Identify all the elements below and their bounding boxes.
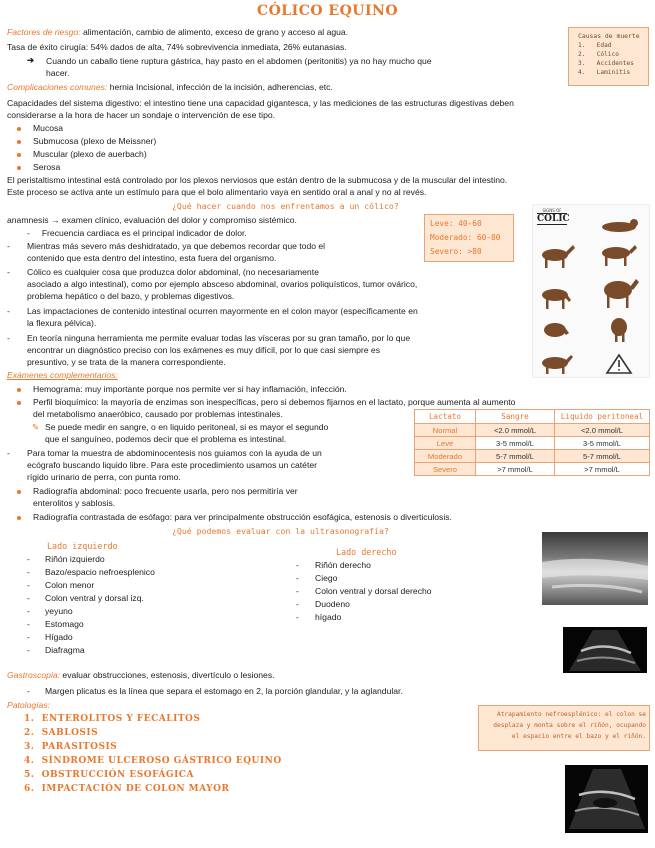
- lado-izq-item: Hígado: [45, 632, 73, 642]
- table-cell: Normal: [415, 424, 476, 437]
- colic-signs-illustration: [532, 204, 650, 378]
- lado-izq-item: Riñón izquierdo: [45, 554, 105, 564]
- section-question: ¿Qué hacer cuando nos enfrentamos a un cólico?: [172, 201, 399, 211]
- table-cell: 5-7 mmol/L: [476, 450, 555, 463]
- dolor-item: Severo: >80: [430, 247, 482, 256]
- atrapamiento-line: desplaza y monta sobre el riñón, ocupando: [493, 722, 646, 729]
- table-row: [415, 437, 650, 450]
- table-row: [415, 450, 650, 463]
- dolor-item: Moderado: 60-80: [430, 233, 501, 242]
- section-question: ¿Qué podemos evaluar con la ultrasonografía?: [172, 526, 389, 536]
- lactato-note-marker: ✎: [32, 422, 40, 432]
- lado-izq-item: Diafragma: [45, 645, 85, 655]
- list-dash: -: [27, 567, 30, 577]
- gastroscopia-label: Gastroscopia:: [7, 670, 61, 680]
- causas-item: 3. Accidentes: [578, 60, 634, 67]
- muestra-line: rígido urinario de perra, con punta romo.: [27, 472, 181, 482]
- muestra-line: Para tomar la muestra de abdominocentesis nos guiamos con la ayuda de un: [27, 448, 322, 458]
- complicaciones-text: hernia Incisional, infección de la incisión, adherencias, etc.: [107, 82, 333, 92]
- tasa-line: Tasa de éxito cirugía: 54% dados de alta, 74% sobrevivencia inmediata, 26% eutanasias.: [7, 42, 347, 52]
- lado-der-item: Colon ventral y dorsal derecho: [315, 586, 432, 596]
- list-dash: -: [27, 619, 30, 629]
- dolor-item: Leve: 40-60: [430, 219, 482, 228]
- bullet: [17, 166, 21, 170]
- lado-der-item: Riñón derecho: [315, 560, 371, 570]
- lado-izq-item: Colon ventral y dorsal izq.: [45, 593, 144, 603]
- dash-para-line: encontrar un diagnóstico preciso con los exámenes es muy difícil, por lo que casi siempre es: [27, 345, 380, 355]
- radiografia-line: enterolitos y sablosis.: [33, 498, 116, 508]
- dash-para: -: [7, 333, 10, 343]
- gastroscopia-line: [7, 670, 275, 682]
- bullet: [17, 153, 21, 157]
- ultrasound-image-2: [565, 765, 648, 833]
- table-cell: <2.0 mmol/L: [476, 424, 555, 437]
- table-cell: Severo: [415, 463, 476, 476]
- list-dash: -: [27, 645, 30, 655]
- list-dash: -: [296, 599, 299, 609]
- table-header: Liquido peritoneal: [555, 410, 650, 424]
- patologia-item: 6. IMPACTACIÓN DE COLON MAYOR: [24, 784, 230, 794]
- ultrasound-shapes: [565, 765, 648, 833]
- complicaciones-label: Complicaciones comunes:: [7, 82, 108, 92]
- atrapamiento-line: el espacio entre el bazo y el riñón.: [511, 733, 646, 740]
- lado-izq-title: Lado izquierdo: [47, 541, 118, 551]
- ultrasound-image-1: [563, 627, 647, 673]
- factores-line: [7, 27, 348, 39]
- lado-der-item: Duodeno: [315, 599, 350, 609]
- dash-para-line: contenido que esta dentro del intestino, esta fuera del organismo.: [27, 253, 277, 263]
- causas-item: 2. Cólico: [578, 51, 619, 58]
- table-row: [415, 424, 650, 437]
- dash-para-line: Mientras más severo más deshidratado, ya que debemos recordar que todo el: [27, 241, 326, 251]
- dash-para-line: asociado a algo intestinal), como por ejemplo absceso abdominal, ovarios poliquísticos, tumor ovárico,: [27, 279, 418, 289]
- capa-item: Serosa: [33, 162, 61, 172]
- bullet: [17, 401, 21, 405]
- capacidades-1: Capacidades del sistema digestivo: el intestino tiene una capacidad gigantesca, y las mediciones de las estructuras digestivas deben: [7, 98, 514, 108]
- patologias-label: Patologías:: [7, 700, 50, 710]
- complicaciones-line: [7, 82, 333, 94]
- lado-izq-item: Bazo/espacio nefroesplenico: [45, 567, 155, 577]
- lado-der-item: hígado: [315, 612, 342, 622]
- dash-para: -: [7, 306, 10, 316]
- table-header: Sangre: [476, 410, 555, 424]
- lado-izq-item: Colon menor: [45, 580, 95, 590]
- radiografia-line: Radiografía abdominal: poco frecuente usarla, pero nos permitiría ver: [33, 486, 298, 496]
- table-cell: <2.0 mmol/L: [555, 424, 650, 437]
- capa-item: Mucosa: [33, 123, 64, 133]
- dash-para-line: la flexura pélvica).: [27, 318, 97, 328]
- factores-label: Factores de riesgo:: [7, 27, 81, 37]
- capa-item: Submucosa (plexo de Meissner): [33, 136, 157, 146]
- bullet: [17, 516, 21, 520]
- table-cell: 5-7 mmol/L: [555, 450, 650, 463]
- muestra-line: ecógrafo buscando liquido libre. Para este procedimiento usamos un catéter: [27, 460, 317, 470]
- bullet: [17, 140, 21, 144]
- lactate-table: [414, 409, 650, 476]
- lado-izq-item: Estomago: [45, 619, 84, 629]
- table-cell: Moderado: [415, 450, 476, 463]
- arrow-note-2: hacer.: [46, 68, 70, 78]
- horse-silhouettes: [533, 205, 649, 377]
- dash-para-line: Las impactaciones de contenido intestinal ocurren mayormente en el colon mayor (específicamente en: [27, 306, 418, 316]
- perfil-line: del metabolismo anaeróbico, causado por problemas intestinales.: [33, 409, 283, 419]
- list-dash: -: [27, 554, 30, 564]
- xray-shapes: [542, 532, 648, 605]
- list-dash: -: [296, 573, 299, 583]
- arrow-note-1: Cuando un caballo tiene ruptura gástrica, hay pasto en el abdomen (peritonitis) ya no hay mucho que: [46, 56, 432, 66]
- table-cell: 3-5 mmol/L: [555, 437, 650, 450]
- table-cell: >7 mmol/L: [555, 463, 650, 476]
- examenes-label: Exámenes complementarios:: [7, 370, 118, 380]
- patologia-item: 2. SABLOSIS: [24, 728, 99, 738]
- colic-signs-title: SIGNS OF COLIC: [537, 208, 570, 224]
- table-cell: >7 mmol/L: [476, 463, 555, 476]
- bullet: [17, 127, 21, 131]
- causas-title: Causas de muerte: [578, 32, 640, 40]
- patologia-item: 1. ENTEROLITOS Y FECALITOS: [24, 714, 201, 724]
- lado-izq-item: yeyuno: [45, 606, 73, 616]
- list-dash: -: [296, 612, 299, 622]
- table-cell: Leve: [415, 437, 476, 450]
- perfil-line: Perfil bioquímico: la mayoría de enzimas son inespecíficas, pero si debemos fijarnos en el lactato, porque aumenta al aumento: [33, 397, 516, 407]
- list-dash: -: [27, 593, 30, 603]
- hemograma-line: Hemograma: muy importante porque nos permite ver si hay inflamación, infección.: [33, 384, 347, 394]
- bullet: [17, 388, 21, 392]
- dash-para-line: presuntivo, y se trata de la manera correspondiente.: [27, 357, 226, 367]
- capacidades-2: considerarse a la hora de hacer un sondaje o intervención de ese tipo.: [7, 110, 276, 120]
- muestra-dash: -: [7, 448, 10, 458]
- peristaltismo-2: Este proceso se activa ante un estímulo para que el bolo alimentario vaya en sentido oral a anal y no al revés.: [7, 187, 427, 197]
- gastroscopia-text: evaluar obstrucciones, estenosis, divertículo o lesiones.: [60, 670, 275, 680]
- dash-para-line: Cólico es cualquier cosa que produzca dolor abdominal, (no necesariamente: [27, 267, 319, 277]
- lactato-note-line: que el sanguíneo, podemos decir que el problema es intestinal.: [45, 434, 287, 444]
- lado-der-title: Lado derecho: [336, 547, 397, 557]
- arrow-icon: ➔: [27, 55, 35, 65]
- factores-text: alimentación, cambio de alimento, exceso de grano y acceso al agua.: [80, 27, 349, 37]
- dash-para: -: [7, 241, 10, 251]
- list-dash: -: [27, 580, 30, 590]
- contrastada-line: Radiografía contrastada de esófago: para ver principalmente obstrucción esofágica, estenosis o diverticulosis.: [33, 512, 452, 522]
- capa-item: Muscular (plexo de auerbach): [33, 149, 147, 159]
- anamnesis-line: anamnesis → examen clínico, evaluación del dolor y compromiso sistémico.: [7, 215, 297, 225]
- page-title: CÓLICO EQUINO: [256, 3, 399, 19]
- fc-line: - Frecuencia cardiaca es el principal indicador de dolor.: [27, 228, 247, 238]
- lado-der-item: Ciego: [315, 573, 338, 583]
- ultrasound-shapes: [563, 627, 647, 673]
- lactato-note-line: Se puede medir en sangre, o en liquido peritoneal, si es mayor el segundo: [45, 422, 329, 432]
- table-header-row: [415, 410, 650, 424]
- patologia-item: 5. OBSTRUCCIÓN ESOFÁGICA: [24, 770, 194, 780]
- causas-item: 1. Edad: [578, 42, 612, 49]
- table-header: Lactato: [415, 410, 476, 424]
- table-cell: 3-5 mmol/L: [476, 437, 555, 450]
- list-dash: -: [27, 606, 30, 616]
- margen-dash: -: [27, 686, 30, 696]
- table-row: [415, 463, 650, 476]
- causas-item: 4. Laminitis: [578, 69, 631, 76]
- atrapamiento-line: Atrapamiento nefroesplénico: el colon se: [496, 711, 646, 718]
- dash-para-line: En teoría ninguna herramienta me permite evaluar todas las vísceras por su gran tamaño, por lo que: [27, 333, 411, 343]
- list-dash: -: [27, 632, 30, 642]
- dash-para: -: [7, 267, 10, 277]
- patologia-item: 4. SÍNDROME ULCEROSO GÁSTRICO EQUINO: [24, 756, 282, 766]
- patologia-item: 3. PARASITOSIS: [24, 742, 118, 752]
- peristaltismo-1: El peristaltismo intestinal está controlado por los plexos nerviosos que están dentro de la submucosa y de la muscular del intestino.: [7, 175, 508, 185]
- dash-para-line: problema hepático o del bazo, y problemas digestivos.: [27, 291, 235, 301]
- fc-text: Frecuencia cardiaca es el principal indicador de dolor.: [41, 228, 247, 238]
- list-dash: -: [296, 586, 299, 596]
- bullet: [17, 490, 21, 494]
- list-dash: -: [296, 560, 299, 570]
- margen-line: Margen plicatus es la línea que separa el estomago en 2, la porción glandular, y la aglandular.: [45, 686, 403, 696]
- xray-image: [542, 532, 648, 605]
